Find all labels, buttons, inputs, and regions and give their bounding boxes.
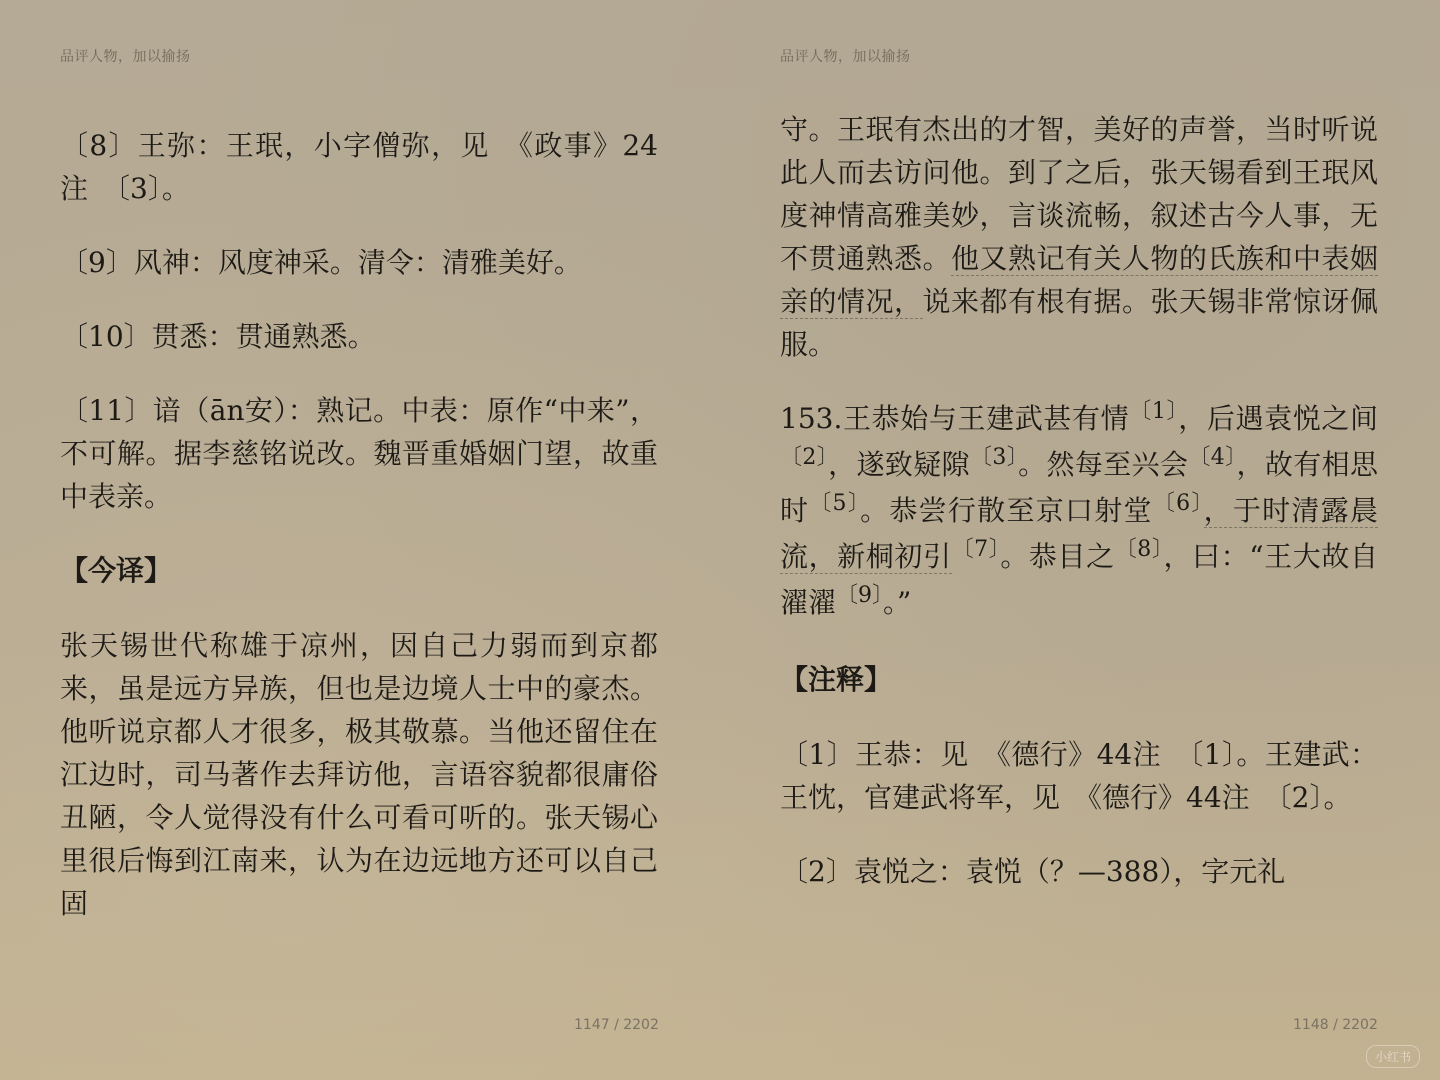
section-title-translation: 【今译】 <box>60 554 173 587</box>
entry-text: ，遂致疑隙 <box>828 448 970 481</box>
annotation-9: 〔9〕风神：风度神采。清令：清雅美好。 <box>60 246 582 279</box>
annotation-1: 〔1〕王恭：见 《德行》44注 〔1〕。王建武：王忱，官建武将军，见 《德行》44注 〔2〕。 <box>780 738 1378 814</box>
annotation-10: 〔10〕贯悉：贯通熟悉。 <box>60 320 376 353</box>
text-span: 守。王珉有杰出的才智，美好的声誉，当时听说此人而去访问他。到了之后，张天锡看到王珉风度神情高雅美妙，言谈流畅，叙述古今人事，无不贯通熟悉。 <box>780 113 1378 275</box>
entry-text: ，后遇袁悦之间 <box>1178 402 1378 435</box>
entry-153 <box>780 397 1378 627</box>
page-content <box>60 124 658 956</box>
translation-paragraph-continued <box>780 108 1378 366</box>
annotation-2: 〔2〕袁悦之：袁悦（？—388），字元礼 <box>780 855 1286 888</box>
entry-text: 153.王恭始与王建武甚有情 <box>780 402 1130 435</box>
entry-text: 。恭尝行散至京口射堂 <box>860 494 1153 527</box>
section-title-annotations: 【注释】 <box>780 663 893 696</box>
annotation-11: 〔11〕谙（ān安）：熟记。中表：原作“中来”，不可解。据李慈铭说改。魏晋重婚姻门望，故重中表亲。 <box>60 394 658 513</box>
page-content <box>780 108 1378 924</box>
running-header: 品评人物，加以揄扬 <box>60 49 191 65</box>
running-header: 品评人物，加以揄扬 <box>780 49 911 65</box>
footnote-ref[interactable]: 〔9〕 <box>836 583 884 608</box>
page-number: 1147 / 2202 <box>574 1017 659 1033</box>
translation-paragraph: 张天锡世代称雄于凉州，因自己力弱而到京都来，虽是远方异族，但也是边境人士中的豪杰。他听说京都人才很多，极其敬慕。当他还留住在江边时，司马著作去拜访他，言语容貌都很庸俗丑陋，令人觉得没有什么可看可听的。张天锡心里很后悔到江南来，认为在边远地方还可以自己固 <box>60 629 658 920</box>
footnote-ref[interactable]: 〔1〕 <box>1129 399 1179 424</box>
entry-text: ，故有相思时 <box>780 448 1378 527</box>
footnote-ref[interactable]: 〔7〕 <box>951 537 1001 562</box>
watermark-logo: 小红书 <box>1366 1045 1420 1068</box>
footnote-ref[interactable]: 〔3〕 <box>970 445 1019 470</box>
right-page <box>720 0 1440 1080</box>
entry-text: ，曰：“王大故自濯濯 <box>780 540 1378 619</box>
highlighted-text[interactable]: 他又熟记有关人物的氏族和中表姻亲的情况， <box>780 242 1378 318</box>
footnote-ref[interactable]: 〔4〕 <box>1188 445 1237 470</box>
footnote-ref[interactable]: 〔6〕 <box>1152 491 1204 516</box>
entry-text: 。恭目之 <box>1000 540 1115 573</box>
highlighted-text[interactable]: ，于时清露晨流，新桐初引 <box>780 494 1378 573</box>
entry-text: 。然每至兴会 <box>1018 448 1189 481</box>
page-number: 1148 / 2202 <box>1293 1017 1378 1033</box>
entry-text: 。” <box>883 586 912 619</box>
footnote-ref[interactable]: 〔8〕 <box>1114 537 1164 562</box>
footnote-ref[interactable]: 〔5〕 <box>809 491 861 516</box>
annotation-8: 〔8〕王弥：王珉，小字僧弥，见 《政事》24注 〔3〕。 <box>60 129 658 205</box>
footnote-ref[interactable]: 〔2〕 <box>780 445 829 470</box>
text-span: 说来都有根有据。张天锡非常惊讶佩服。 <box>780 285 1378 361</box>
